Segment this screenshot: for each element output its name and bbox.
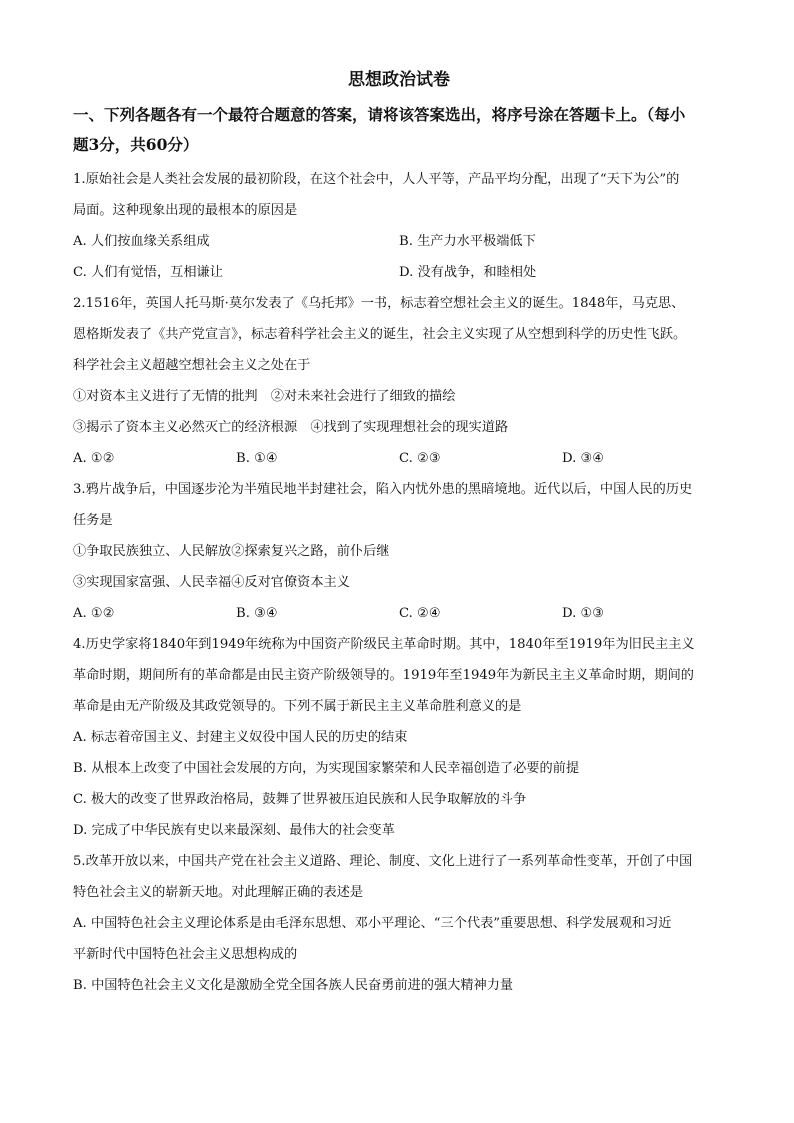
question-3-item-line1: ①争取民族独立、人民解放②探索复兴之路，前仆后继 bbox=[73, 544, 390, 559]
question-2-stem-line2: 恩格斯发表了《共产党宣言》，标志着科学社会主义的诞生，社会主义实现了从空想到科学的历史性飞跃。 bbox=[73, 327, 687, 342]
question-3-option-c: C. ②④ bbox=[399, 606, 441, 621]
question-1-options-row2 bbox=[73, 257, 725, 288]
question-3-stem-line2: 任务是 bbox=[73, 513, 113, 528]
question-4-option-b: B. 从根本上改变了中国社会发展的方向，为实现国家繁荣和人民幸福创造了必要的前提 bbox=[73, 761, 580, 776]
question-5-option-b: B. 中国特色社会主义文化是激励全党全国各族人民奋勇前进的强大精神力量 bbox=[73, 978, 514, 993]
question-5-stem-line1: 5.改革开放以来，中国共产党在社会主义道路、理论、制度、文化上进行了一系列革命性变革，开创了中国 bbox=[73, 854, 693, 869]
question-4-stem-line2: 革命时期，期间所有的革命都是由民主资产阶级领导的。1919年至1949年为新民主主义革命时期，期间的 bbox=[73, 668, 694, 683]
question-2-option-c: C. ②③ bbox=[399, 451, 441, 466]
question-2-stem-line3: 科学社会主义超越空想社会主义之处在于 bbox=[73, 358, 311, 373]
question-1-stem-line1: 1.原始社会是人类社会发展的最初阶段，在这个社会中，人人平等，产品平均分配，出现了“天下为公”的 bbox=[73, 172, 680, 187]
question-2-stem-line1: 2.1516年，英国人托马斯·莫尔发表了《乌托邦》一书，标志着空想社会主义的诞生。1848年，马克思、 bbox=[73, 296, 685, 311]
question-2-option-b: B. ①④ bbox=[236, 451, 278, 466]
section-heading bbox=[73, 100, 725, 160]
question-1-option-d: D. 没有战争，和睦相处 bbox=[399, 265, 537, 280]
section-heading-line2: 题3分，共60分） bbox=[73, 135, 199, 154]
question-5-option-a-line2: 平新时代中国特色社会主义思想构成的 bbox=[73, 947, 298, 962]
question-5-stem-line2: 特色社会主义的崭新天地。对此理解正确的表述是 bbox=[73, 885, 364, 900]
question-4-option-c: C. 极大的改变了世界政治格局，鼓舞了世界被压迫民族和人民争取解放的斗争 bbox=[73, 792, 527, 807]
question-2-item-line1: ①对资本主义进行了无情的批判 ②对未来社会进行了细致的描绘 bbox=[73, 389, 456, 404]
question-3-item-line2: ③实现国家富强、人民幸福④反对官僚资本主义 bbox=[73, 575, 350, 590]
question-3-stem-line1: 3.鸦片战争后，中国逐步沦为半殖民地半封建社会，陷入内忧外患的黑暗境地。近代以后，中国人民的历史 bbox=[73, 482, 693, 497]
question-2 bbox=[73, 288, 725, 474]
question-3-option-b: B. ③④ bbox=[236, 606, 278, 621]
question-4-option-a: A. 标志着帝国主义、封建主义奴役中国人民的历史的结束 bbox=[73, 730, 408, 745]
question-2-option-a: A. ①② bbox=[73, 451, 115, 466]
question-4-stem-line3: 革命是由无产阶级及其政党领导的。下列不属于新民主主义革命胜利意义的是 bbox=[73, 699, 522, 714]
question-1-option-c: C. 人们有觉悟，互相谦让 bbox=[73, 265, 223, 280]
question-1-stem-line2: 局面。这种现象出现的最根本的原因是 bbox=[73, 203, 298, 218]
question-5-option-a-line1: A. 中国特色社会主义理论体系是由毛泽东思想、邓小平理论、“三个代表”重要思想、科学发展观和习近 bbox=[73, 916, 672, 931]
question-3-option-d: D. ①③ bbox=[562, 606, 605, 621]
question-1-option-a: A. 人们按血缘关系组成 bbox=[73, 234, 210, 249]
question-5 bbox=[73, 846, 725, 1001]
section-heading-line1: 一、下列各题各有一个最符合题意的答案，请将该答案选出，将序号涂在答题卡上。（每小 bbox=[73, 105, 686, 124]
question-4 bbox=[73, 629, 725, 846]
question-1-option-b: B. 生产力水平极端低下 bbox=[399, 234, 536, 249]
page-title: 思想政治试卷 bbox=[348, 70, 450, 90]
question-3-option-a: A. ①② bbox=[73, 606, 115, 621]
question-1-options-row1 bbox=[73, 226, 725, 257]
question-2-option-d: D. ③④ bbox=[562, 451, 605, 466]
question-1 bbox=[73, 164, 725, 288]
question-2-options bbox=[73, 443, 725, 474]
exam-page bbox=[73, 64, 725, 1001]
question-4-option-d: D. 完成了中华民族有史以来最深刻、最伟大的社会变革 bbox=[73, 823, 395, 838]
question-3 bbox=[73, 474, 725, 629]
question-2-item-line2: ③揭示了资本主义必然灭亡的经济根源 ④找到了实现理想社会的现实道路 bbox=[73, 420, 509, 435]
question-3-options bbox=[73, 598, 725, 629]
question-4-stem-line1: 4.历史学家将1840年到1949年统称为中国资产阶级民主革命时期。其中，1840年至1919年为旧民主主义 bbox=[73, 637, 695, 652]
